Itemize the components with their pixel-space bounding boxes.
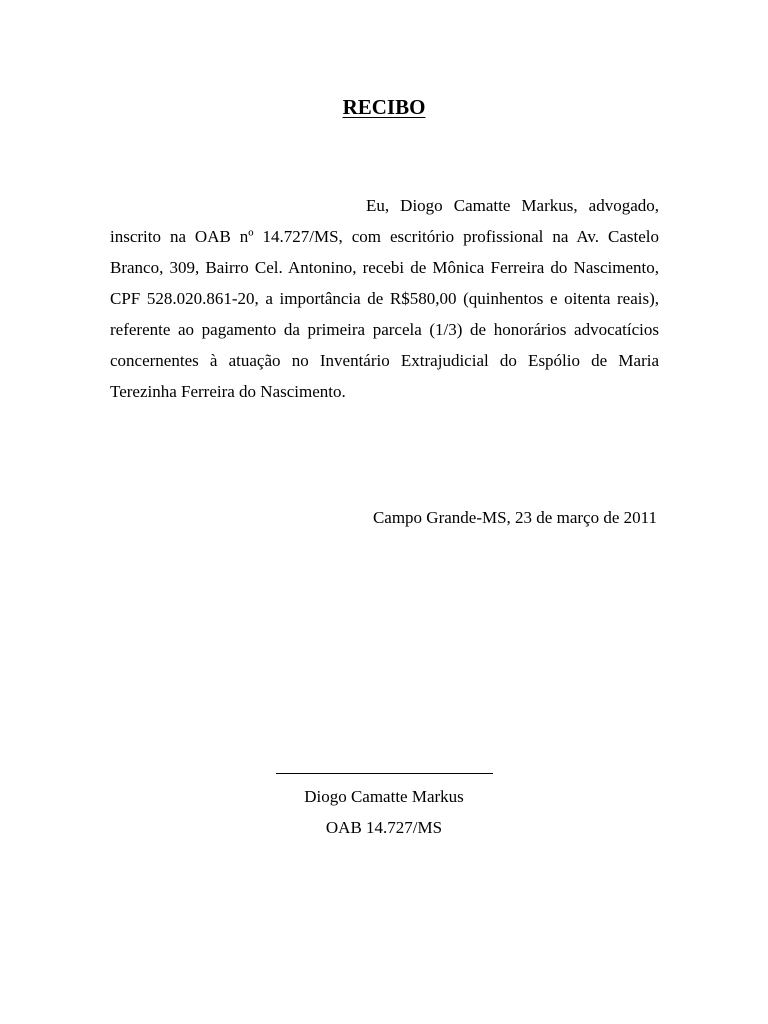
document-title [0, 93, 768, 121]
receipt-body-paragraph: Eu, Diogo Camatte Markus, advogado, inscrito na OAB nº 14.727/MS, com escritório profissional na Av. Castelo Branco, 309, Bairro Cel. Antonino, recebi de Mônica Ferreira do Nascimento, CPF 528.020.861-20, a importância de R$580,00 (quinhentos e oitenta reais), referente ao pagamento da primeira parcela (1/3) de honorários advocatícios concernentes à atuação no Inventário Extrajudicial do Espólio de Maria Terezinha Ferreira do Nascimento. [110, 196, 659, 401]
signature-line [276, 773, 493, 774]
signatory-registration: OAB 14.727/MS [325, 818, 443, 837]
signatory-name: Diogo Camatte Markus [304, 787, 464, 806]
document-title-text: RECIBO [342, 95, 426, 119]
place-and-date: Campo Grande-MS, 23 de março de 2011 [372, 508, 657, 527]
